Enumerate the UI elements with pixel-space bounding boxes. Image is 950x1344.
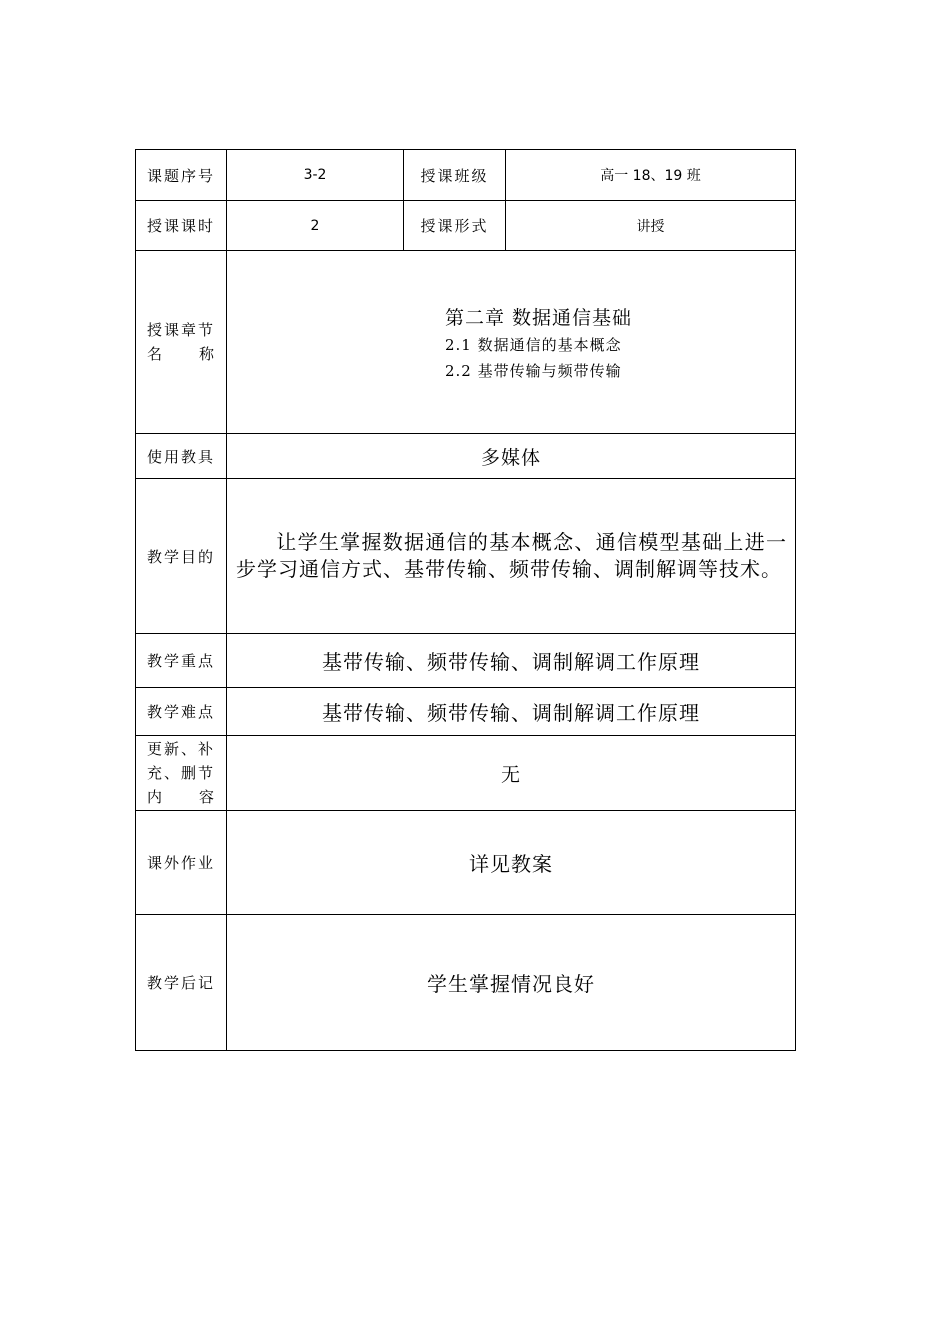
homework-label: 课外作业 xyxy=(136,811,227,915)
chapter-label-line2: 名 称 xyxy=(147,345,216,363)
chapter-sub-2: 2.2 基带传输与频带传输 xyxy=(444,362,622,380)
update-label xyxy=(136,736,227,811)
row-difficulty xyxy=(136,688,796,736)
row-chapter xyxy=(136,251,796,434)
chapter-label xyxy=(136,251,227,434)
row-afterword xyxy=(136,915,796,1051)
afterword-label: 教学后记 xyxy=(136,915,227,1051)
chapter-label-line1: 授课章节 xyxy=(146,321,215,339)
update-label-line1: 更新、补 xyxy=(146,740,215,758)
row-tools xyxy=(136,434,796,479)
chapter-sub-1: 2.1 数据通信的基本概念 xyxy=(444,336,622,354)
topic-no-value: 3-2 xyxy=(227,150,404,201)
row-update xyxy=(136,736,796,811)
tools-label: 使用教具 xyxy=(136,434,227,479)
difficulty-label: 教学难点 xyxy=(136,688,227,736)
form-label: 授课形式 xyxy=(404,201,506,251)
hours-value: 2 xyxy=(227,201,404,251)
purpose-label: 教学目的 xyxy=(136,479,227,634)
update-value: 无 xyxy=(227,736,796,811)
tools-value: 多媒体 xyxy=(227,434,796,479)
topic-no-label: 课题序号 xyxy=(136,150,227,201)
form-value: 讲授 xyxy=(506,201,796,251)
difficulty-value: 基带传输、频带传输、调制解调工作原理 xyxy=(227,688,796,736)
homework-value: 详见教案 xyxy=(227,811,796,915)
purpose-value: 让学生掌握数据通信的基本概念、通信模型基础上进一步学习通信方式、基带传输、频带传输、调制解调等技术。 xyxy=(227,479,796,634)
update-label-line2: 充、删节 xyxy=(146,764,215,782)
afterword-value: 学生掌握情况良好 xyxy=(227,915,796,1051)
chapter-value xyxy=(227,251,796,434)
hours-label: 授课课时 xyxy=(136,201,227,251)
row-hours-form xyxy=(136,201,796,251)
chapter-title: 第二章 数据通信基础 xyxy=(444,307,633,329)
row-topic-class xyxy=(136,150,796,201)
update-label-line3: 内 容 xyxy=(147,788,216,806)
class-label: 授课班级 xyxy=(404,150,506,201)
row-purpose xyxy=(136,479,796,634)
key-points-label: 教学重点 xyxy=(136,634,227,688)
lesson-plan-table xyxy=(135,149,796,1051)
class-value: 高一 18、19 班 xyxy=(506,150,796,201)
row-key-points xyxy=(136,634,796,688)
key-points-value: 基带传输、频带传输、调制解调工作原理 xyxy=(227,634,796,688)
row-homework xyxy=(136,811,796,915)
